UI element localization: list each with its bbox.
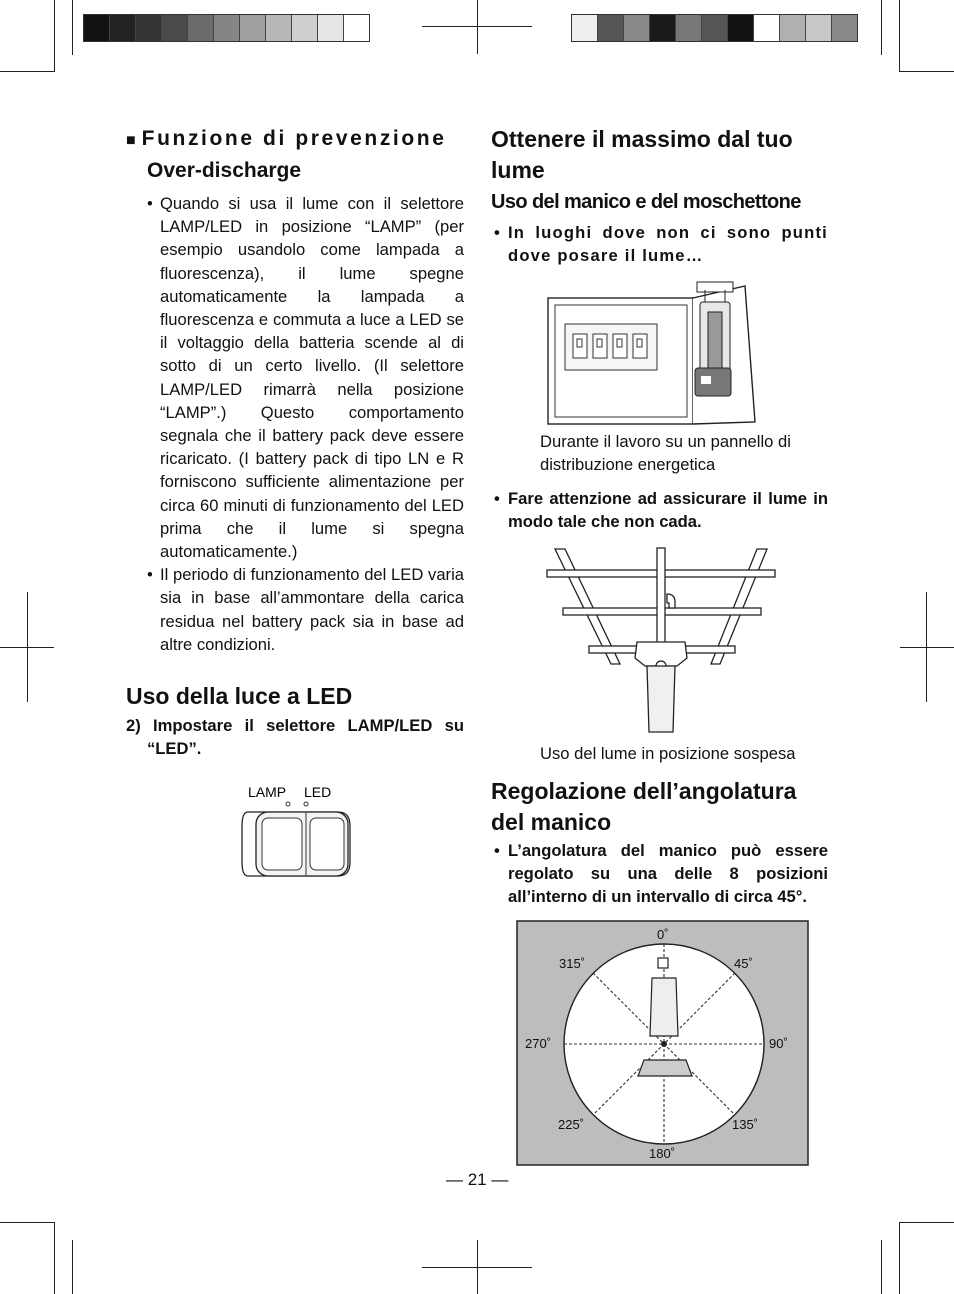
caption-distribution-panel: Durante il lavoro su un pannello di distribuzione energetica (540, 432, 791, 475)
list-item: • In luoghi dove non ci sono punti dove posare il lume… (491, 221, 828, 267)
color-swatch (702, 15, 728, 41)
color-swatch (110, 15, 136, 41)
color-swatch (318, 15, 344, 41)
left-column (126, 124, 464, 760)
over-discharge-body (126, 192, 464, 656)
color-swatch (136, 15, 162, 41)
over-discharge-heading-line2: Over-discharge (147, 159, 302, 182)
list-item: • Il periodo di funzionamento del LED varia sia in base all’ammontare della carica residua nel battery pack sia in base ad altre condizioni. (147, 563, 464, 656)
square-bullet-icon: ■ (126, 132, 136, 149)
color-swatch (162, 15, 188, 41)
color-swatch (624, 15, 650, 41)
angle-label-45: 45˚ (734, 956, 753, 971)
led-step-2: 2) Impostare il selettore LAMP/LED su “LED”. (126, 716, 464, 759)
color-calibration-bar-left (83, 14, 370, 42)
angle-label-90: 90˚ (769, 1036, 788, 1051)
distribution-panel-illustration (545, 276, 760, 428)
color-swatch (344, 15, 369, 41)
right-column-section2 (491, 776, 828, 909)
color-swatch (292, 15, 318, 41)
color-swatch (832, 15, 857, 41)
color-swatch (728, 15, 754, 41)
switch-label-led: LED (304, 784, 332, 800)
color-swatch (84, 15, 110, 41)
color-swatch (806, 15, 832, 41)
color-swatch (754, 15, 780, 41)
list-item: • Quando si usa il lume con il selettore LAMP/LED in posizione “LAMP” (per esempio usandolo come lampada a fluorescenza), il lume spegne automaticamente la lampada a fluorescenza e commuta a luce a LED se il voltaggio della batteria scende al di sotto di un certo livello. (Il selettore LAMP/LED rimarrà nella posizione “LAMP”.) Questo comportamento segnala che il battery pack deve essere ricaricato. (I battery pack di tipo LN e R forniscono sufficiente alimentazione per circa 60 minuti di funzionamento del LED prima che il lume si spegna automaticamente.) (147, 192, 464, 563)
over-discharge-heading: ■ Funzione di prevenzione (126, 127, 447, 150)
color-swatch (572, 15, 598, 41)
angle-label-180: 180˚ (649, 1146, 676, 1161)
color-swatch (214, 15, 240, 41)
list-item: • Fare attenzione ad assicurare il lume in modo tale che non cada. (491, 487, 828, 533)
get-most-title: Ottenere il massimo dal tuo lume (491, 126, 793, 183)
color-swatch (188, 15, 214, 41)
angle-label-315: 315˚ (559, 956, 586, 971)
color-calibration-bar-right (571, 14, 858, 42)
right-column (491, 124, 828, 267)
suspended-lamp-illustration (545, 546, 777, 736)
color-swatch (240, 15, 266, 41)
led-section-title: Uso della luce a LED (126, 683, 353, 710)
color-swatch (650, 15, 676, 41)
angle-label-135: 135˚ (732, 1117, 759, 1132)
handle-hook-subtitle: Uso del manico e del moschettone (491, 191, 801, 213)
color-swatch (598, 15, 624, 41)
list-item: • L’angolatura del manico può essere regolato su una delle 8 posizioni all’interno di un intervallo di circa 45°. (491, 839, 828, 909)
switch-label-lamp: LAMP (248, 784, 287, 800)
angle-label-270: 270˚ (525, 1036, 552, 1051)
angle-label-225: 225˚ (558, 1117, 585, 1132)
lamp-led-switch-illustration (238, 782, 358, 882)
color-swatch (780, 15, 806, 41)
color-swatch (676, 15, 702, 41)
handle-angle-title: Regolazione dell’angolatura del manico (491, 778, 797, 835)
angle-label-0: 0˚ (657, 927, 669, 942)
caption-suspended: Uso del lume in posizione sospesa (540, 744, 796, 763)
color-swatch (266, 15, 292, 41)
page-number: — 21 — (446, 1170, 509, 1189)
handle-angle-diagram (516, 920, 809, 1166)
